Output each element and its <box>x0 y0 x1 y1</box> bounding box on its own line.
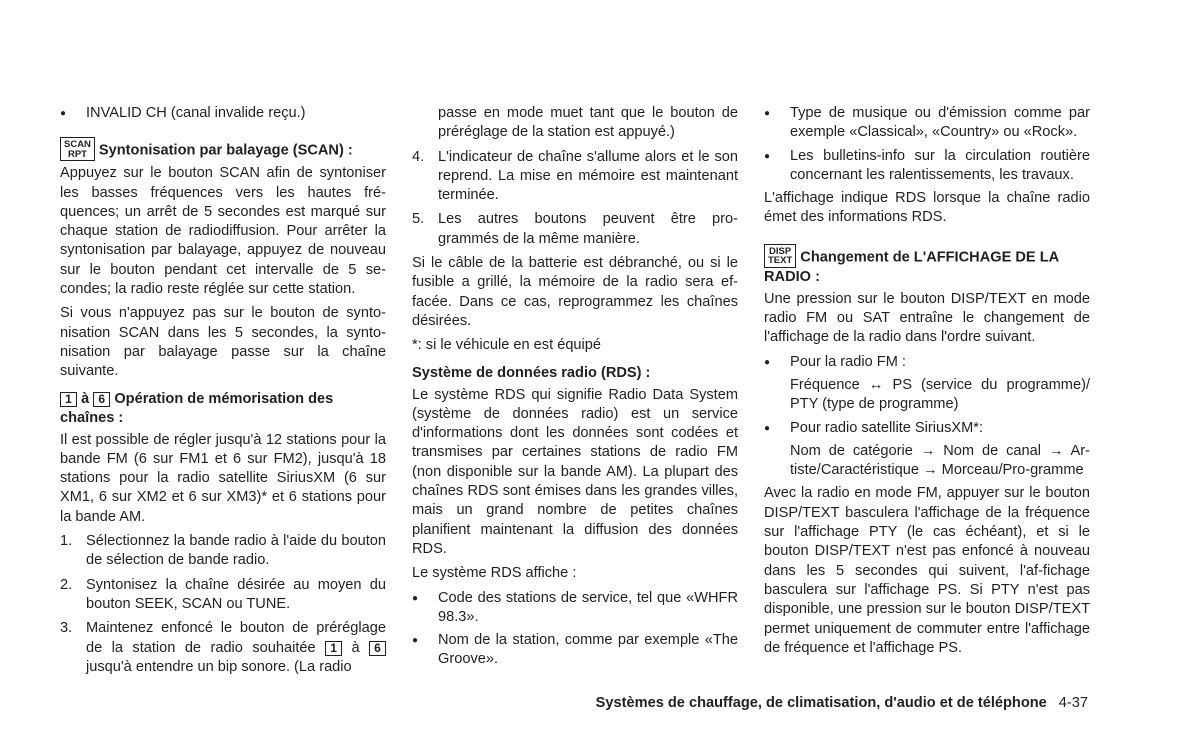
preset-6-key-icon: 6 <box>93 392 110 407</box>
preset-6-key-icon: 6 <box>369 641 386 656</box>
fm-bullet: ● Pour la radio FM : <box>764 353 1090 372</box>
disp-heading: DISP TEXT Changement de L'AFFICHAGE DE LA RADIO : <box>764 245 1059 285</box>
step-item: 3. Maintenez enfoncé le bouton de préréglage de la station de radio souhaitée 1 à 6 jusqu'à entendre un bip sonore. (La radio <box>60 620 386 675</box>
fm-sequence: Fréquence ↔ PS (service du programme)/ PTY (type de programme) <box>790 376 1090 413</box>
preset-heading: 1 à 6 Opération de mémorisation des chaînes : <box>60 390 334 426</box>
scan-paragraph-1: Appuyez sur le bouton SCAN afin de syntoniser les basses fréquences vers les hautes fré-quences; un arrêt de 5 secondes est marqué sur chaque station de radiodiffusion. Pour arrêter la syntonisation par balayage, appuyez de nouveau sur le bouton pendant cet intervalle de 5 se-condes; la radio reste réglée sur cette station. <box>60 165 386 298</box>
battery-paragraph: Si le câble de la batterie est débranché, ou si le fusible a grillé, la mémoire de la radio sera ef-facée. Dans ce cas, reprogrammez les chaînes désirées. <box>412 255 738 329</box>
scan-heading: SCAN RPT Syntonisation par balayage (SCAN) : <box>60 137 386 161</box>
bullet-invalid-ch: ● INVALID CH (canal invalide reçu.) <box>60 104 386 123</box>
step-item: 5. Les autres boutons peuvent être pro-grammés de la même manière. <box>412 211 738 247</box>
footnote: *: si le véhicule en est équipé <box>412 337 602 354</box>
rds-paragraph-2: Le système RDS affiche : <box>412 565 577 582</box>
rds-heading: Système de données radio (RDS) : <box>412 364 651 381</box>
step-3-continuation: passe en mode muet tant que le bouton de préréglage de la station est appuyé.) <box>438 105 738 141</box>
page-number: 4-37 <box>1058 695 1088 711</box>
step-item: 1. Sélectionnez la bande radio à l'aide du bouton de sélection de bande radio. <box>60 533 386 569</box>
rds-bullet: ● Nom de la station, comme par exemple «The Groove». <box>412 631 738 670</box>
footer-section-title: Systèmes de chauffage, de climatisation, d'audio et de téléphone <box>595 695 1047 711</box>
preset-1-key-icon: 1 <box>60 392 77 407</box>
rds-bullet: ● Code des stations de service, tel que «WHFR 98.3». <box>412 589 738 628</box>
disp-paragraph-2: Avec la radio en mode FM, appuyer sur le bouton DISP/TEXT basculera l'affichage de la fréquence sur l'affichage PTY (le cas échéant), et si le bouton DISP/TEXT n'est pas enfoncé à nouveau dans les 5 secondes qui suivent, l'af-fichage basculera sur l'affichage PS. Si PTY n'est pas disponible, une pression sur le bouton DISP/TEXT permet uniquement de commuter entre l'affichage de fréquence et l'affichage PS. <box>764 485 1090 656</box>
scan-rpt-key-icon: SCAN RPT <box>60 137 95 161</box>
column-3 <box>764 104 1090 663</box>
column-1 <box>60 104 386 682</box>
rds-bullet: ● Les bulletins-info sur la circulation routière concernant les ralentissements, les travaux. <box>764 147 1090 186</box>
disp-paragraph-1: Une pression sur le bouton DISP/TEXT en mode radio FM ou SAT entraîne le changement de l'affichage de la radio dans l'ordre suivant. <box>764 290 1090 346</box>
step-item: 2. Syntonisez la chaîne désirée au moyen du bouton SEEK, SCAN ou TUNE. <box>60 576 386 612</box>
rds-display-paragraph: L'affichage indique RDS lorsque la chaîne radio émet des informations RDS. <box>764 190 1090 226</box>
sat-sequence: Nom de catégorie → Nom de canal → Ar-tiste/Caractéristique → Morceau/Pro-gramme <box>790 442 1090 479</box>
disp-text-key-icon: DISP TEXT <box>764 244 796 268</box>
page-footer <box>596 694 1088 713</box>
column-2 <box>412 104 738 674</box>
rds-paragraph-1: Le système RDS qui signifie Radio Data System (système de données radio) est un service d'informations dont les données sont codées et transmises par certaines stations de radio FM (non disponible sur la bande AM). La plupart des chaînes RDS sont émises dans les grandes villes, mais un grand nombre de petites chaînes planifient maintenant la diffusion des données RDS. <box>412 386 738 557</box>
step-item: 4. L'indicateur de chaîne s'allume alors et le son reprend. La mise en mémoire est maintenant terminée. <box>412 148 738 204</box>
rds-bullet: ● Type de musique ou d'émission comme par exemple «Classical», «Country» ou «Rock». <box>764 104 1090 143</box>
sat-bullet: ● Pour radio satellite SiriusXM*: <box>764 419 1090 438</box>
scan-paragraph-2: Si vous n'appuyez pas sur le bouton de synto-nisation SCAN dans les 5 secondes, la synto-nisation par balayage passe sur la chaîne suivante. <box>60 305 386 380</box>
preset-1-key-icon: 1 <box>325 641 342 656</box>
preset-paragraph: Il est possible de régler jusqu'à 12 stations pour la bande FM (6 sur FM1 et 6 sur FM2), jusqu'à 18 stations pour la radio satellite SiriusXM (6 sur XM1, 6 sur XM2 et 6 sur XM3)* et 6 stations pour la bande AM. <box>60 431 386 525</box>
